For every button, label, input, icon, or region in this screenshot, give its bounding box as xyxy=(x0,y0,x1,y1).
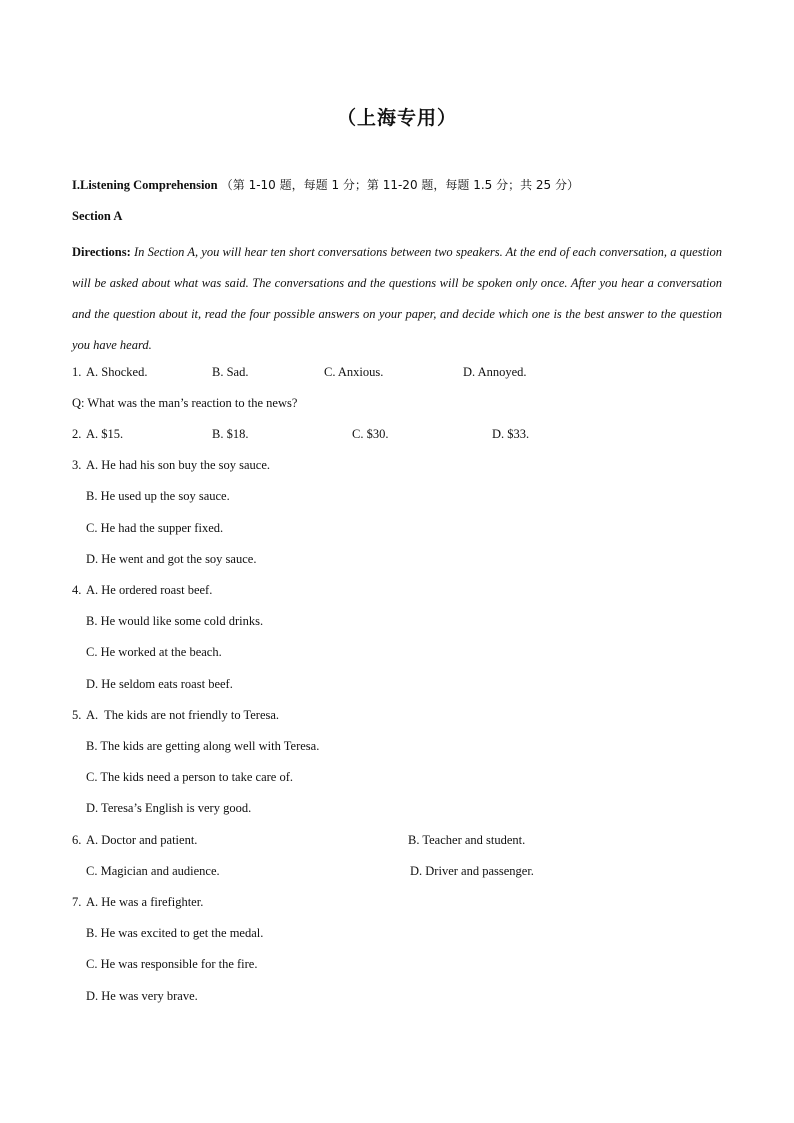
option-b: B. Sad. xyxy=(212,365,249,379)
part-heading-label: I.Listening Comprehension xyxy=(72,178,218,192)
option-a: A. He was a firefighter. xyxy=(86,895,204,909)
option-a: A. The kids are not friendly to Teresa. xyxy=(86,708,280,722)
option-d: D. Teresa’s English is very good. xyxy=(86,801,252,815)
question-number: 3. xyxy=(72,458,82,472)
option-d: D. He went and got the soy sauce. xyxy=(86,552,257,566)
question-number: 4. xyxy=(72,583,82,597)
option-a: A. He had his son buy the soy sauce. xyxy=(86,458,270,472)
question-number: 1. xyxy=(72,365,82,379)
option-b: B. Teacher and student. xyxy=(408,833,526,847)
option-b: B. He would like some cold drinks. xyxy=(86,614,264,628)
question-number: 2. xyxy=(72,427,82,441)
option-b: B. He used up the soy sauce. xyxy=(86,489,230,503)
option-b: B. $18. xyxy=(212,427,249,441)
option-d: D. He was very brave. xyxy=(86,989,198,1003)
option-c: C. He worked at the beach. xyxy=(86,645,222,659)
option-a: A. He ordered roast beef. xyxy=(86,583,213,597)
question-number: 6. xyxy=(72,833,82,847)
question-number: 7. xyxy=(72,895,82,909)
question-text: Q: What was the man’s reaction to the news? xyxy=(72,396,298,410)
option-a: A. $15. xyxy=(86,427,124,441)
option-b: B. He was excited to get the medal. xyxy=(86,926,264,940)
directions-text: In Section A, you will hear ten short conversations between two speakers. At the end of each conversation, a question will be asked about what was said. The conversations and the questions will be spoken only once. After you hear a conversation and the question about it, read the four possible answers on your paper, and decide which one is the best answer to the question you have heard. xyxy=(72,245,722,352)
option-c: C. Magician and audience. xyxy=(86,864,220,878)
option-a: A. Shocked. xyxy=(86,365,148,379)
option-c: C. Anxious. xyxy=(324,365,384,379)
section-label: Section A xyxy=(72,209,123,223)
option-d: D. Annoyed. xyxy=(463,365,527,379)
directions-label: Directions: xyxy=(72,245,131,259)
option-b: B. The kids are getting along well with Teresa. xyxy=(86,739,320,753)
option-c: C. The kids need a person to take care of. xyxy=(86,770,293,784)
directions-paragraph xyxy=(72,237,722,361)
option-d: D. $33. xyxy=(492,427,530,441)
question-number: 5. xyxy=(72,708,82,722)
option-d: D. He seldom eats roast beef. xyxy=(86,677,233,691)
part-heading-note: （第 1-10 题，每题 1 分；第 11-20 题，每题 1.5 分；共 25 分） xyxy=(220,178,580,192)
document-title: （上海专用） xyxy=(336,107,457,129)
part-heading xyxy=(72,176,579,194)
option-a: A. Doctor and patient. xyxy=(86,833,198,847)
option-c: C. $30. xyxy=(352,427,389,441)
option-d: D. Driver and passenger. xyxy=(410,864,534,878)
option-c: C. He had the supper fixed. xyxy=(86,521,224,535)
option-c: C. He was responsible for the fire. xyxy=(86,957,258,971)
